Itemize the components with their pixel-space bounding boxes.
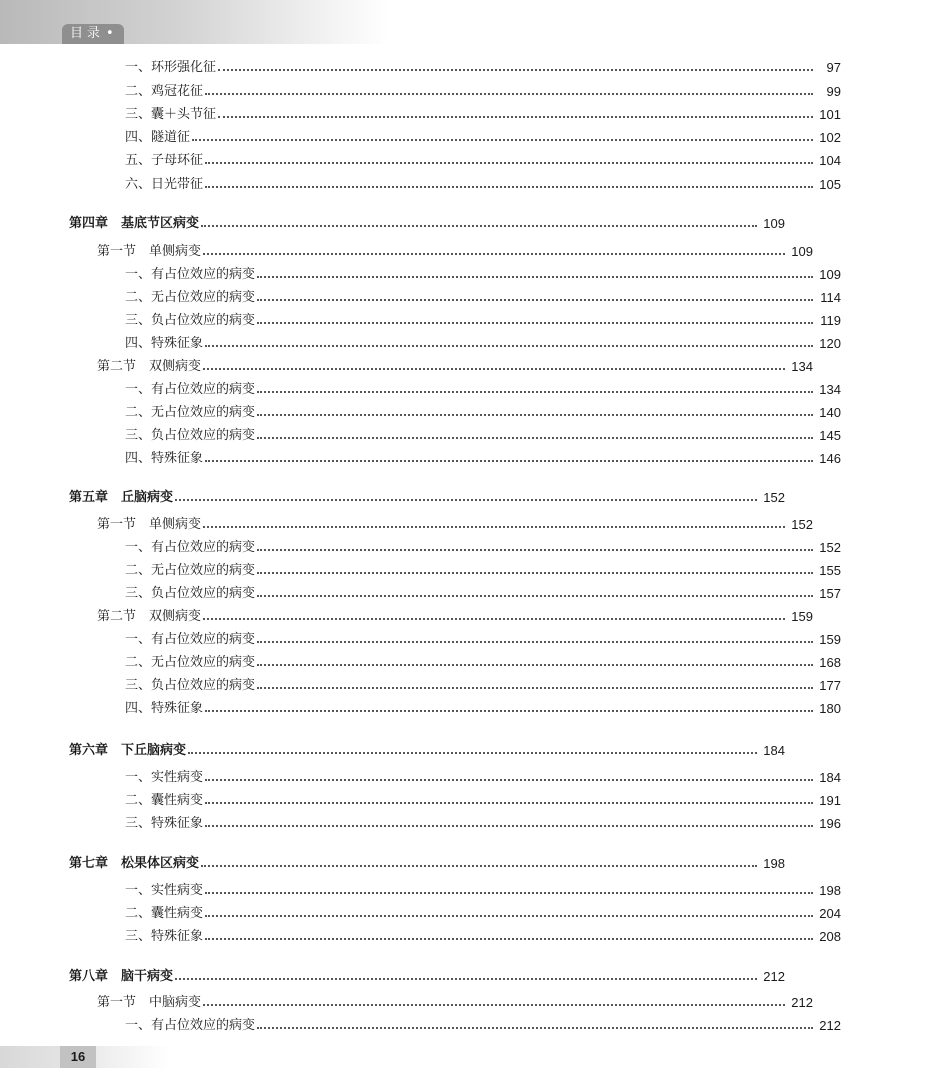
toc-entry-title: 第四章 基底节区病变 (69, 216, 200, 231)
toc-entry-title: 一、有占位效应的病变 (125, 1018, 256, 1033)
toc-item[interactable] (0, 630, 925, 650)
toc-page-number: 105 (819, 177, 841, 192)
toc-item[interactable] (0, 904, 925, 924)
toc-item[interactable] (0, 1016, 925, 1036)
toc-page-number: 102 (819, 130, 841, 145)
toc-entry-title: 第一节 单侧病变 (97, 517, 202, 532)
dot-leader (257, 549, 813, 551)
toc-page-number: 109 (819, 267, 841, 282)
toc-entry-title: 四、特殊征象 (125, 701, 204, 716)
dot-leader (205, 892, 813, 894)
toc-item[interactable] (0, 288, 925, 308)
section-tab-label: 目录 (70, 26, 105, 41)
dot-leader (205, 460, 813, 462)
toc-entry-title: 第一节 中脑病变 (97, 995, 202, 1010)
dot-leader (203, 526, 785, 528)
toc-page-number: 157 (819, 586, 841, 601)
toc-page-number: 168 (819, 655, 841, 670)
toc-entry-title: 一、实性病变 (125, 883, 204, 898)
toc-page-number: 177 (819, 678, 841, 693)
dot-leader (205, 825, 813, 827)
toc-entry-title: 一、有占位效应的病变 (125, 632, 256, 647)
toc-item[interactable] (0, 426, 925, 446)
toc-page-number: 212 (819, 1018, 841, 1033)
dot-leader (203, 618, 785, 620)
toc-page-number: 198 (819, 883, 841, 898)
toc-entry-title: 二、无占位效应的病变 (125, 655, 256, 670)
dot-leader (218, 116, 813, 118)
dot-leader (257, 664, 813, 666)
toc-entry-title: 三、特殊征象 (125, 816, 204, 831)
toc-page-number: 114 (820, 290, 841, 305)
dot-leader (175, 978, 757, 980)
dot-leader (205, 345, 813, 347)
toc-entry-title: 二、鸡冠花征 (125, 84, 204, 99)
toc-item[interactable] (0, 584, 925, 604)
toc-item[interactable] (0, 403, 925, 423)
toc-page-number: 152 (819, 540, 841, 555)
toc-page-number: 134 (791, 359, 813, 374)
dot-leader (218, 69, 813, 71)
toc-entry-title: 第七章 松果体区病变 (69, 856, 200, 871)
toc-page-number: 152 (791, 517, 813, 532)
toc-entry-title: 一、有占位效应的病变 (125, 267, 256, 282)
toc-entry-title: 三、负占位效应的病变 (125, 313, 256, 328)
toc-section[interactable] (0, 607, 897, 627)
toc-page-number: 159 (819, 632, 841, 647)
dot-leader (205, 710, 813, 712)
toc-item[interactable] (0, 927, 925, 947)
toc-page-number: 159 (791, 609, 813, 624)
toc-item[interactable] (0, 151, 925, 171)
toc-page-number: 212 (763, 969, 785, 984)
toc-entry-title: 四、隧道征 (125, 130, 191, 145)
toc-item[interactable] (0, 791, 925, 811)
dot-leader (175, 499, 757, 501)
toc-entry-title: 二、无占位效应的病变 (125, 290, 256, 305)
toc-entry-title: 三、负占位效应的病变 (125, 678, 256, 693)
toc-item[interactable] (0, 881, 925, 901)
dot-leader (188, 752, 757, 754)
dot-leader (257, 595, 813, 597)
toc-page-number: 184 (819, 770, 841, 785)
dot-leader (205, 802, 813, 804)
dot-leader (205, 186, 813, 188)
toc-item[interactable] (0, 380, 925, 400)
toc-item[interactable] (0, 538, 925, 558)
section-tab-bullet: • (106, 26, 114, 41)
dot-leader (203, 1004, 785, 1006)
toc-chapter[interactable] (0, 488, 869, 508)
dot-leader (205, 915, 813, 917)
toc-chapter[interactable] (0, 214, 869, 234)
dot-leader (205, 938, 813, 940)
toc-page-number: 109 (763, 216, 785, 231)
toc-page-number: 134 (819, 382, 841, 397)
toc-entry-title: 二、无占位效应的病变 (125, 563, 256, 578)
dot-leader (205, 93, 813, 95)
toc-page-number: 155 (819, 563, 841, 578)
toc-item[interactable] (0, 561, 925, 581)
toc-item[interactable] (0, 768, 925, 788)
dot-leader (192, 139, 813, 141)
dot-leader (257, 641, 813, 643)
dot-leader (203, 368, 785, 370)
toc-page-number: 204 (819, 906, 841, 921)
toc-entry-title: 六、日光带征 (125, 177, 204, 192)
toc-page-number: 196 (819, 816, 841, 831)
dot-leader (257, 437, 813, 439)
toc-item[interactable] (0, 82, 925, 102)
dot-leader (257, 391, 813, 393)
toc-section[interactable] (0, 993, 897, 1013)
dot-leader (201, 225, 757, 227)
dot-leader (257, 276, 813, 278)
toc-entry-title: 二、囊性病变 (125, 906, 204, 921)
dot-leader (257, 687, 813, 689)
toc-page-number: 104 (819, 153, 841, 168)
toc-entry-title: 第二节 双侧病变 (97, 359, 202, 374)
toc-entry-title: 一、有占位效应的病变 (125, 540, 256, 555)
toc-entry-title: 三、负占位效应的病变 (125, 428, 256, 443)
toc-entry-title: 二、无占位效应的病变 (125, 405, 256, 420)
toc-item[interactable] (0, 653, 925, 673)
toc-item[interactable] (0, 265, 925, 285)
toc-item[interactable] (0, 449, 925, 469)
toc-item[interactable] (0, 58, 925, 78)
toc-entry-title: 三、负占位效应的病变 (125, 586, 256, 601)
toc-entry-title: 五、子母环征 (125, 153, 204, 168)
toc-page-number: 119 (820, 313, 841, 328)
toc-item[interactable] (0, 676, 925, 696)
dot-leader (257, 299, 813, 301)
toc-page-number: 146 (819, 451, 841, 466)
toc-entry-title: 一、实性病变 (125, 770, 204, 785)
toc-section[interactable] (0, 242, 897, 262)
dot-leader (205, 779, 813, 781)
toc-chapter[interactable] (0, 967, 869, 987)
toc-section[interactable] (0, 515, 897, 535)
toc-page-number: 198 (763, 856, 785, 871)
dot-leader (257, 572, 813, 574)
toc-entry-title: 三、特殊征象 (125, 929, 204, 944)
toc-entry-title: 第一节 单侧病变 (97, 244, 202, 259)
toc-section[interactable] (0, 357, 897, 377)
dot-leader (257, 322, 813, 324)
toc-item[interactable] (0, 699, 925, 719)
toc-page-number: 212 (791, 995, 813, 1010)
dot-leader (205, 162, 813, 164)
toc-entry-title: 一、环形强化征 (125, 60, 217, 75)
toc-entry-title: 一、有占位效应的病变 (125, 382, 256, 397)
toc-page-number: 99 (826, 84, 841, 99)
page-number: 16 (60, 1046, 96, 1068)
toc-page-number: 120 (819, 336, 841, 351)
toc-page-number: 152 (763, 490, 785, 505)
dot-leader (203, 253, 785, 255)
toc-entry-title: 四、特殊征象 (125, 336, 204, 351)
toc-item[interactable] (0, 175, 925, 195)
toc-item[interactable] (0, 814, 925, 834)
toc-item[interactable] (0, 334, 925, 354)
toc-page-number: 191 (819, 793, 841, 808)
toc-chapter[interactable] (0, 854, 869, 874)
toc-entry-title: 第五章 丘脑病变 (69, 490, 174, 505)
dot-leader (257, 414, 813, 416)
toc-item[interactable] (0, 311, 925, 331)
toc-item[interactable] (0, 128, 925, 148)
toc-page-number: 140 (819, 405, 841, 420)
toc-entry-title: 第八章 脑干病变 (69, 969, 174, 984)
toc-page-number: 145 (819, 428, 841, 443)
toc-entry-title: 四、特殊征象 (125, 451, 204, 466)
toc-page-number: 208 (819, 929, 841, 944)
toc-entry-title: 二、囊性病变 (125, 793, 204, 808)
toc-entry-title: 第六章 下丘脑病变 (69, 743, 187, 758)
toc-chapter[interactable] (0, 741, 869, 761)
toc-entry-title: 第二节 双侧病变 (97, 609, 202, 624)
toc-item[interactable] (0, 105, 925, 125)
toc-page-number: 101 (819, 107, 841, 122)
toc-page-number: 180 (819, 701, 841, 716)
toc-page-number: 97 (826, 60, 841, 75)
toc-entry-title: 三、囊＋头节征 (125, 107, 217, 122)
dot-leader (257, 1027, 813, 1029)
toc-page-number: 184 (763, 743, 785, 758)
dot-leader (201, 865, 757, 867)
toc-page-number: 109 (791, 244, 813, 259)
